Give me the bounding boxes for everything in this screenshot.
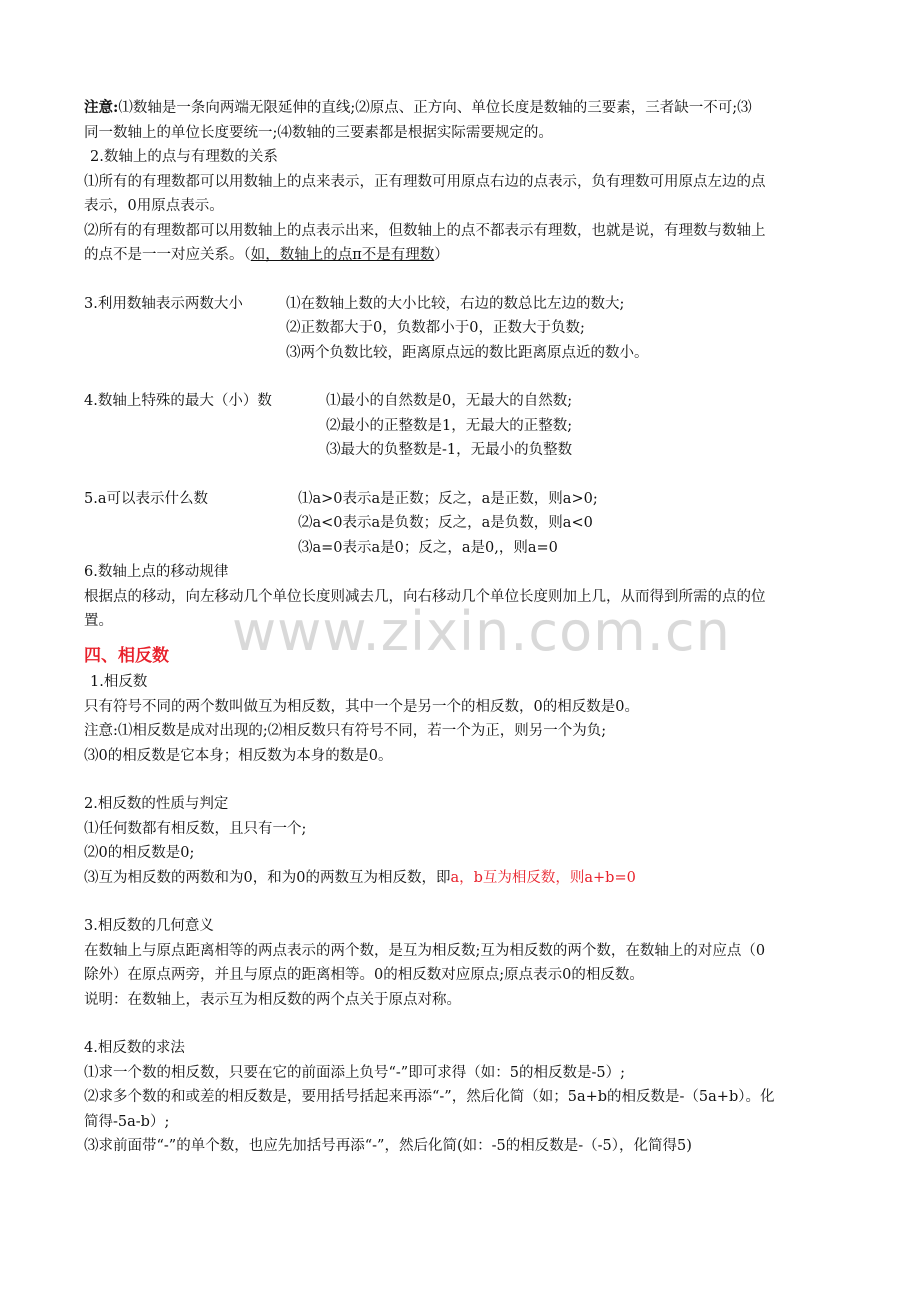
section-5 xyxy=(84,487,854,561)
section-5-item-3: ⑶a=0表示a是0；反之，a是0,，则a=0 xyxy=(298,539,558,556)
opp-sub-2-para-1: ⑴任何数都有相反数，且只有一个; xyxy=(84,820,307,837)
opp-sub-3-para-1b: 除外）在原点两旁，并且与原点的距离相等。0的相反数对应原点;原点表示0的相反数。 xyxy=(84,967,644,983)
section-4-title: 4.数轴上特殊的最大（小）数 xyxy=(84,393,272,409)
opp-sub-2-para-3-text: ⑶互为相反数的两数和为0，和为0的两数互为相反数，即 xyxy=(84,869,451,886)
section-2-title: 2.数轴上的点与有理数的关系 xyxy=(90,149,278,165)
section-3-title: 3.利用数轴表示两数大小 xyxy=(84,295,243,312)
opp-sub-1-para-3: ⑶0的相反数是它本身；相反数为本身的数是0。 xyxy=(84,747,393,764)
opp-sub-3-para-2: 说明：在数轴上，表示互为相反数的两个点关于原点对称。 xyxy=(84,991,461,1008)
opp-sub-4-para-1: ⑴求一个数的相反数，只要在它的前面添上负号“-”即可求得（如：5的相反数是-5）; xyxy=(84,1064,625,1081)
section-2-para-1b: 表示，0用原点表示。 xyxy=(84,198,224,214)
opp-sub-2-title: 2.相反数的性质与判定 xyxy=(84,796,229,812)
section-2-underlined-example: 如，数轴上的点π不是有理数 xyxy=(250,247,435,263)
note-line-2: 同一数轴上的单位长度要统一;⑷数轴的三要素都是根据实际需要规定的。 xyxy=(84,124,553,141)
chapter-heading-opposite-numbers: 四、相反数 xyxy=(84,645,169,666)
section-6-title: 6.数轴上点的移动规律 xyxy=(84,564,229,580)
note-label: 注意: xyxy=(84,99,119,116)
section-6-para-1b: 置。 xyxy=(84,613,113,629)
section-5-item-2: ⑵a<0表示a是负数；反之，a是负数，则a<0 xyxy=(298,515,593,531)
opp-sub-4-para-2: ⑵求多个数的和或差的相反数是，要用括号括起来再添“-”，然后化简（如；5a+b的相反数是-（5a+b）。化 xyxy=(84,1089,775,1105)
section-4-item-2: ⑵最小的正整数是1，无最大的正整数; xyxy=(326,417,573,434)
section-2-para-2: ⑵所有的有理数都可以用数轴上的点表示出来，但数轴上的点不都表示有理数，也就是说，有理数与数轴上 xyxy=(84,222,766,239)
section-2-para-2b xyxy=(84,243,854,268)
opp-sub-4-para-3: ⑶求前面带“-”的单个数，也应先加括号再添“-”，然后化简(如：-5的相反数是-（-5），化简得5) xyxy=(84,1138,692,1154)
opp-sub-2-highlight: a，b互为相反数，则a+b=0 xyxy=(450,869,636,886)
opp-sub-4-title: 4.相反数的求法 xyxy=(84,1040,185,1056)
opp-sub-1-title: 1.相反数 xyxy=(90,674,148,690)
section-4-item-1: ⑴最小的自然数是0，无最大的自然数; xyxy=(326,393,573,409)
note-text-1: ⑴数轴是一条向两端无限延伸的直线;⑵原点、正方向、单位长度是数轴的三要素，三者缺一不可;⑶ xyxy=(118,100,752,116)
opp-sub-1-para-2: 注意:⑴相反数是成对出现的;⑵相反数只有符号不同，若一个为正，则另一个为负; xyxy=(84,723,607,739)
section-2-para-2b-end: ） xyxy=(434,247,449,263)
watermark-text: www.zixin.com.cn xyxy=(232,600,731,663)
section-3-item-2: ⑵正数都大于0，负数都小于0，正数大于负数; xyxy=(286,320,585,336)
section-2-para-2b-start: 的点不是一一对应关系。（ xyxy=(84,247,251,263)
section-3-item-3: ⑶两个负数比较，距离原点远的数比距离原点近的数小。 xyxy=(286,344,649,361)
section-4 xyxy=(84,389,854,463)
opp-sub-1-para-1: 只有符号不同的两个数叫做互为相反数，其中一个是另一个的相反数，0的相反数是0。 xyxy=(84,698,639,715)
section-5-title: 5.a可以表示什么数 xyxy=(84,490,208,507)
opp-sub-4-para-2b: 简得-5a-b）; xyxy=(84,1113,170,1130)
section-3 xyxy=(84,292,854,366)
section-6-para-1: 根据点的移动，向左移动几个单位长度则减去几，向右移动几个单位长度则加上几，从而得到所需的点的位 xyxy=(84,588,766,605)
section-4-item-3: ⑶最大的负整数是-1，无最小的负整数 xyxy=(326,442,573,458)
opp-sub-3-title: 3.相反数的几何意义 xyxy=(84,918,214,934)
note-line-1 xyxy=(84,96,854,121)
section-5-item-1: ⑴a>0表示a是正数；反之，a是正数，则a>0; xyxy=(298,490,598,507)
section-3-item-1: ⑴在数轴上数的大小比较，右边的数总比左边的数大; xyxy=(286,295,625,312)
opp-sub-3-para-1: 在数轴上与原点距离相等的两点表示的两个数，是互为相反数;互为相反数的两个数，在数轴上的对应点（0 xyxy=(84,942,766,959)
opp-sub-2-para-2: ⑵0的相反数是0; xyxy=(84,845,195,861)
section-2-para-1: ⑴所有的有理数都可以用数轴上的点来表示，正有理数可用原点右边的点表示，负有理数可用原点左边的点 xyxy=(84,173,766,190)
document-page xyxy=(84,96,854,1159)
opp-sub-2-para-3 xyxy=(84,866,854,891)
